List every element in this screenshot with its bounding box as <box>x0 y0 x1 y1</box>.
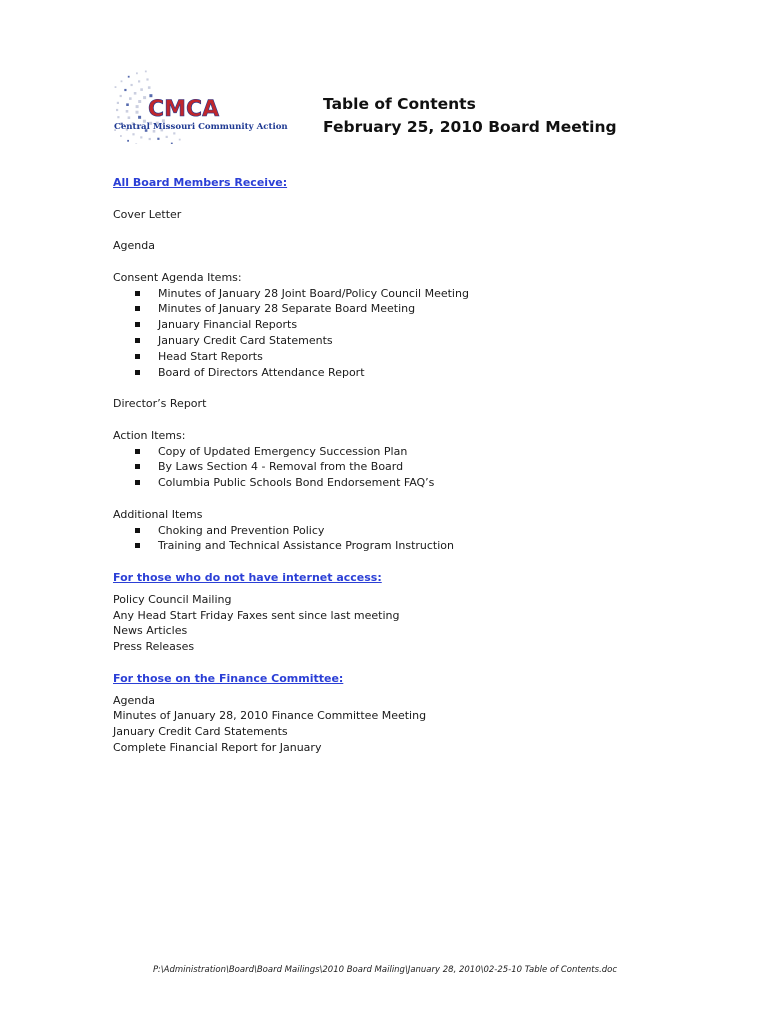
logo-dot <box>173 132 175 134</box>
list-item: Agenda <box>113 693 155 707</box>
action-items-heading: Action Items: <box>113 428 186 442</box>
action-items-list <box>113 444 713 491</box>
agenda: Agenda <box>113 239 155 253</box>
title-line-2: February 25, 2010 Board Meeting <box>323 118 617 136</box>
logo-dot <box>129 97 132 100</box>
finance-heading[interactable]: For those on the Finance Committee: <box>113 671 344 685</box>
list-item: January Financial Reports <box>135 317 713 333</box>
bullet-icon <box>135 291 140 296</box>
logo-dot <box>138 80 140 82</box>
logo-dot <box>166 136 168 138</box>
bullet-icon <box>135 322 140 327</box>
bullet-icon <box>135 543 140 548</box>
list-item: Training and Technical Assistance Program Instruction <box>135 538 713 554</box>
bullet-icon <box>135 449 140 454</box>
bullet-icon <box>135 370 140 375</box>
list-item: Columbia Public Schools Bond Endorsement FAQ’s <box>135 475 713 491</box>
logo-tagline: Central Missouri Community Action <box>114 122 288 132</box>
logo-dot <box>136 105 139 108</box>
cmca-logo <box>112 66 302 144</box>
file-path-footer: P:\Administration\Board\Board Mailings\2010 Board Mailing\January 28, 2010\02-25-10 Table of Contents.doc <box>152 965 618 975</box>
list-item: News Articles <box>113 624 188 638</box>
logo-dot <box>140 136 142 138</box>
logo-dot <box>149 138 151 140</box>
list-item: Press Releases <box>113 640 195 654</box>
logo-dot <box>128 116 131 119</box>
no-internet-heading[interactable]: For those who do not have internet access: <box>113 570 382 584</box>
logo-dot <box>145 71 147 73</box>
logo-dot <box>140 88 143 91</box>
list-item: Minutes of January 28, 2010 Finance Committee Meeting <box>113 709 427 723</box>
logo-acronym: CMCA <box>148 97 220 122</box>
logo-dot <box>138 116 141 119</box>
bullet-icon <box>135 480 140 485</box>
additional-items-heading: Additional Items <box>113 507 203 521</box>
logo-dot <box>179 139 181 141</box>
title-line-1: Table of Contents <box>323 95 476 113</box>
logo-dot <box>124 89 126 91</box>
consent-agenda-list <box>113 286 713 381</box>
document-body <box>113 175 713 756</box>
logo-dot <box>120 135 122 137</box>
directors-report: Director’s Report <box>113 397 207 411</box>
logo-dot <box>120 95 122 97</box>
logo-dot <box>171 143 173 144</box>
logo-dot <box>117 102 119 104</box>
list-item: Policy Council Mailing <box>113 592 232 606</box>
logo-dot <box>126 103 129 106</box>
logo-dot <box>131 84 133 86</box>
list-item: January Credit Card Statements <box>113 725 288 739</box>
list-item: Minutes of January 28 Joint Board/Policy Council Meeting <box>135 286 713 302</box>
cmca-logo-graphic <box>112 66 302 144</box>
logo-dot <box>117 116 119 118</box>
bullet-icon <box>135 464 140 469</box>
logo-dot <box>126 110 129 113</box>
bullet-icon <box>135 338 140 343</box>
all-board-heading[interactable]: All Board Members Receive: <box>113 176 288 189</box>
list-item: Choking and Prevention Policy <box>135 523 713 539</box>
logo-dot <box>138 100 141 103</box>
list-item: Any Head Start Friday Faxes sent since last meeting <box>113 608 400 622</box>
page-title <box>323 93 617 139</box>
bullet-icon <box>135 528 140 533</box>
logo-dot <box>128 76 130 78</box>
logo-dot <box>134 92 137 95</box>
logo-dot <box>146 78 148 80</box>
logo-dot <box>115 86 117 88</box>
list-item: Minutes of January 28 Separate Board Meeting <box>135 301 713 317</box>
list-item: Copy of Updated Emergency Succession Plan <box>135 444 713 460</box>
bullet-icon <box>135 354 140 359</box>
logo-dot <box>135 143 137 144</box>
bullet-icon <box>135 306 140 311</box>
logo-dot <box>136 111 139 114</box>
list-item: Complete Financial Report for January <box>113 740 322 754</box>
list-item: By Laws Section 4 - Removal from the Board <box>135 459 713 475</box>
logo-dot <box>127 140 129 142</box>
additional-items-list <box>113 523 713 555</box>
list-item: Head Start Reports <box>135 349 713 365</box>
logo-dot <box>143 96 146 99</box>
logo-dot <box>136 72 138 74</box>
list-item: January Credit Card Statements <box>135 333 713 349</box>
logo-dot <box>121 80 123 82</box>
logo-dot <box>148 86 151 89</box>
list-item: Board of Directors Attendance Report <box>135 365 713 381</box>
logo-dot <box>116 109 118 111</box>
logo-dot <box>132 133 134 135</box>
cover-letter: Cover Letter <box>113 207 182 221</box>
logo-dot <box>157 138 159 140</box>
consent-agenda-heading: Consent Agenda Items: <box>113 270 242 284</box>
